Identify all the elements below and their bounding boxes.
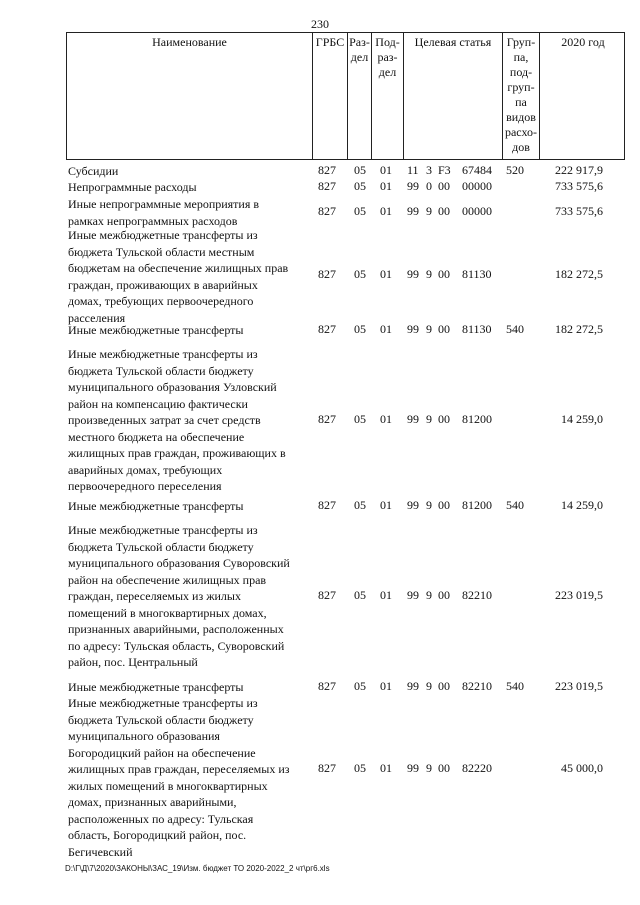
- header-razdel-line: дел: [350, 50, 369, 64]
- row-name-line: расположенных по адресу: Тульская: [68, 811, 254, 826]
- row-name-line: Иные межбюджетные трансферты: [68, 499, 244, 513]
- row-name: [68, 679, 308, 696]
- row-name-line: расселения: [68, 310, 126, 325]
- cell-c2: 9: [426, 204, 432, 218]
- row-name: [68, 695, 308, 860]
- table-header: [66, 32, 625, 160]
- row-name-line: Иные непрограммные мероприятия в: [68, 197, 260, 211]
- header-podrazdel-line: дел: [378, 65, 397, 79]
- row-name-line: первоочередного переселения: [68, 479, 222, 493]
- cell-c4: 82210: [462, 588, 492, 602]
- cell-grbs: 827: [318, 679, 336, 693]
- row-name: [68, 196, 308, 229]
- cell-c2: 9: [426, 498, 432, 512]
- header-target: Целевая статья: [403, 33, 502, 159]
- cell-vr: 540: [506, 498, 524, 512]
- row-name-line: Иные межбюджетные трансферты: [68, 323, 244, 337]
- row-name-line: Иные межбюджетные трансферты из: [68, 347, 258, 361]
- cell-amount: 14 259,0: [561, 412, 603, 426]
- cell-grbs: 827: [318, 267, 336, 281]
- row-name: [68, 322, 308, 339]
- header-group-line: груп-: [507, 80, 535, 94]
- cell-rz: 05: [354, 267, 366, 281]
- cell-c2: 9: [426, 322, 432, 336]
- row-name-line: бюджета Тульской области бюджету: [68, 539, 254, 554]
- row-name-line: местного бюджета на обеспечение: [68, 429, 245, 444]
- file-path-footer: D:\Г\Д\7\2020\ЗАКОНЫ\ЗАС_19\Изм. бюджет ТО 2020-2022_2 чт\рг6.xls: [65, 864, 330, 873]
- cell-grbs: 827: [318, 588, 336, 602]
- cell-amount: 733 575,6: [555, 179, 603, 193]
- cell-c3: 00: [438, 204, 450, 218]
- row-name-line: жилых помещений в многоквартирных: [68, 778, 268, 793]
- cell-c4: 81130: [462, 267, 492, 281]
- row-name-line: Иные межбюджетные трансферты из: [68, 696, 258, 710]
- header-grbs: ГРБС: [312, 33, 347, 159]
- cell-vr: 540: [506, 679, 524, 693]
- cell-pr: 01: [380, 322, 392, 336]
- row-name-line: Иные межбюджетные трансферты из: [68, 228, 258, 242]
- cell-amount: 223 019,5: [555, 588, 603, 602]
- cell-c1: 99: [407, 588, 419, 602]
- row-name: [68, 163, 308, 180]
- row-name-line: бюджетам на обеспечение жилищных прав: [68, 261, 289, 275]
- cell-c3: 00: [438, 179, 450, 193]
- row-name-line: жилищных прав граждан, проживающих в: [68, 446, 286, 460]
- cell-c1: 99: [407, 761, 419, 775]
- header-podrazdel-line: раз-: [377, 50, 398, 64]
- row-name-line: домах, признанных аварийными,: [68, 795, 237, 809]
- page-number: 230: [311, 17, 329, 31]
- row-name-line: Бегичевский: [68, 844, 133, 859]
- cell-pr: 01: [380, 267, 392, 281]
- cell-pr: 01: [380, 179, 392, 193]
- cell-c4: 81130: [462, 322, 492, 336]
- cell-rz: 05: [354, 412, 366, 426]
- cell-grbs: 827: [318, 498, 336, 512]
- row-name-line: Иные межбюджетные трансферты из: [68, 523, 258, 537]
- cell-c4: 82210: [462, 679, 492, 693]
- cell-grbs: 827: [318, 204, 336, 218]
- row-name-line: аварийных домах, требующих: [68, 462, 223, 477]
- cell-c4: 00000: [462, 204, 492, 218]
- header-group-line: па,: [513, 50, 529, 64]
- cell-rz: 05: [354, 761, 366, 775]
- row-name-line: муниципального образования Суворовский: [68, 556, 290, 570]
- row-name-line: признанных аварийными, расположенных: [68, 622, 284, 636]
- cell-c1: 99: [407, 204, 419, 218]
- header-group-line: Груп-: [506, 35, 536, 49]
- cell-amount: 45 000,0: [561, 761, 603, 775]
- cell-rz: 05: [354, 322, 366, 336]
- row-name-line: Богородицкий район на обеспечение: [68, 745, 256, 760]
- row-name: [68, 227, 308, 326]
- cell-pr: 01: [380, 163, 392, 177]
- cell-grbs: 827: [318, 179, 336, 193]
- header-group-line: па: [515, 95, 527, 109]
- cell-rz: 05: [354, 498, 366, 512]
- cell-amount: 222 917,9: [555, 163, 603, 177]
- row-name-line: жилищных прав граждан, переселяемых из: [68, 762, 290, 776]
- cell-amount: 182 272,5: [555, 322, 603, 336]
- row-name: [68, 498, 308, 515]
- row-name-line: район, пос. Центральный: [68, 655, 198, 669]
- cell-vr: 520: [506, 163, 524, 177]
- cell-vr: 540: [506, 322, 524, 336]
- row-name-line: Непрограммные расходы: [68, 180, 197, 194]
- cell-c3: 00: [438, 498, 450, 512]
- cell-pr: 01: [380, 679, 392, 693]
- header-year: 2020 год: [539, 33, 626, 159]
- row-name-line: помещений в многоквартирных домах,: [68, 605, 267, 620]
- cell-c3: 00: [438, 267, 450, 281]
- cell-c4: 82220: [462, 761, 492, 775]
- cell-c3: 00: [438, 322, 450, 336]
- row-name-line: область, Богородицкий район, пос.: [68, 828, 247, 842]
- header-name: Наименование: [152, 35, 227, 49]
- cell-amount: 733 575,6: [555, 204, 603, 218]
- row-name-line: граждан, проживающих в аварийных: [68, 277, 258, 292]
- row-name-line: Иные межбюджетные трансферты: [68, 680, 244, 694]
- row-name: [68, 346, 308, 495]
- row-name-line: бюджета Тульской области бюджету: [68, 363, 254, 378]
- cell-grbs: 827: [318, 163, 336, 177]
- cell-c3: 00: [438, 412, 450, 426]
- cell-c4: 81200: [462, 412, 492, 426]
- row-name-line: муниципального образования Узловский: [68, 380, 277, 394]
- row-name-line: по адресу: Тульская область, Суворовский: [68, 638, 285, 653]
- cell-c2: 9: [426, 761, 432, 775]
- cell-rz: 05: [354, 679, 366, 693]
- cell-c1: 99: [407, 498, 419, 512]
- cell-grbs: 827: [318, 412, 336, 426]
- cell-c1: 99: [407, 267, 419, 281]
- cell-grbs: 827: [318, 761, 336, 775]
- header-group-line: под-: [509, 65, 533, 79]
- row-name-line: граждан, переселяемых из жилых: [68, 589, 241, 603]
- cell-c3: 00: [438, 588, 450, 602]
- cell-pr: 01: [380, 498, 392, 512]
- row-name-line: домах, требующих первоочередного: [68, 294, 254, 308]
- header-group-line: расхо-: [504, 125, 538, 139]
- cell-c1: 99: [407, 679, 419, 693]
- row-name-line: рамках непрограммных расходов: [68, 213, 238, 228]
- cell-c2: 9: [426, 679, 432, 693]
- cell-c1: 99: [407, 412, 419, 426]
- cell-c2: 3: [426, 163, 432, 177]
- row-name-line: Субсидии: [68, 164, 119, 178]
- cell-c1: 11: [407, 163, 419, 177]
- cell-c1: 99: [407, 322, 419, 336]
- cell-pr: 01: [380, 204, 392, 218]
- cell-amount: 14 259,0: [561, 498, 603, 512]
- cell-c1: 99: [407, 179, 419, 193]
- cell-rz: 05: [354, 204, 366, 218]
- row-name-line: бюджета Тульской области местным: [68, 244, 255, 259]
- cell-c2: 9: [426, 267, 432, 281]
- header-razdel-line: Раз-: [349, 35, 370, 49]
- header-group: [502, 33, 539, 159]
- cell-pr: 01: [380, 588, 392, 602]
- cell-amount: 223 019,5: [555, 679, 603, 693]
- cell-c4: 67484: [462, 163, 492, 177]
- cell-rz: 05: [354, 588, 366, 602]
- row-name-line: муниципального образования: [68, 729, 220, 743]
- row-name-line: произведенных затрат за счет средств: [68, 413, 261, 427]
- cell-c4: 81200: [462, 498, 492, 512]
- cell-c3: F3: [438, 163, 451, 177]
- header-podrazdel: [371, 33, 403, 159]
- row-name-line: район на обеспечение жилищных прав: [68, 572, 267, 587]
- row-name: [68, 179, 308, 196]
- header-group-line: дов: [512, 140, 530, 154]
- cell-grbs: 827: [318, 322, 336, 336]
- row-name-line: бюджета Тульской области бюджету: [68, 712, 254, 727]
- cell-rz: 05: [354, 163, 366, 177]
- row-name: [68, 522, 308, 671]
- cell-c2: 9: [426, 588, 432, 602]
- row-name-line: район на компенсацию фактически: [68, 396, 248, 411]
- header-group-line: видов: [506, 110, 536, 124]
- cell-rz: 05: [354, 179, 366, 193]
- cell-pr: 01: [380, 412, 392, 426]
- header-podrazdel-line: Под-: [375, 35, 400, 49]
- header-razdel: [347, 33, 371, 159]
- cell-c4: 00000: [462, 179, 492, 193]
- cell-pr: 01: [380, 761, 392, 775]
- cell-amount: 182 272,5: [555, 267, 603, 281]
- cell-c3: 00: [438, 761, 450, 775]
- cell-c3: 00: [438, 679, 450, 693]
- cell-c2: 9: [426, 412, 432, 426]
- cell-c2: 0: [426, 179, 432, 193]
